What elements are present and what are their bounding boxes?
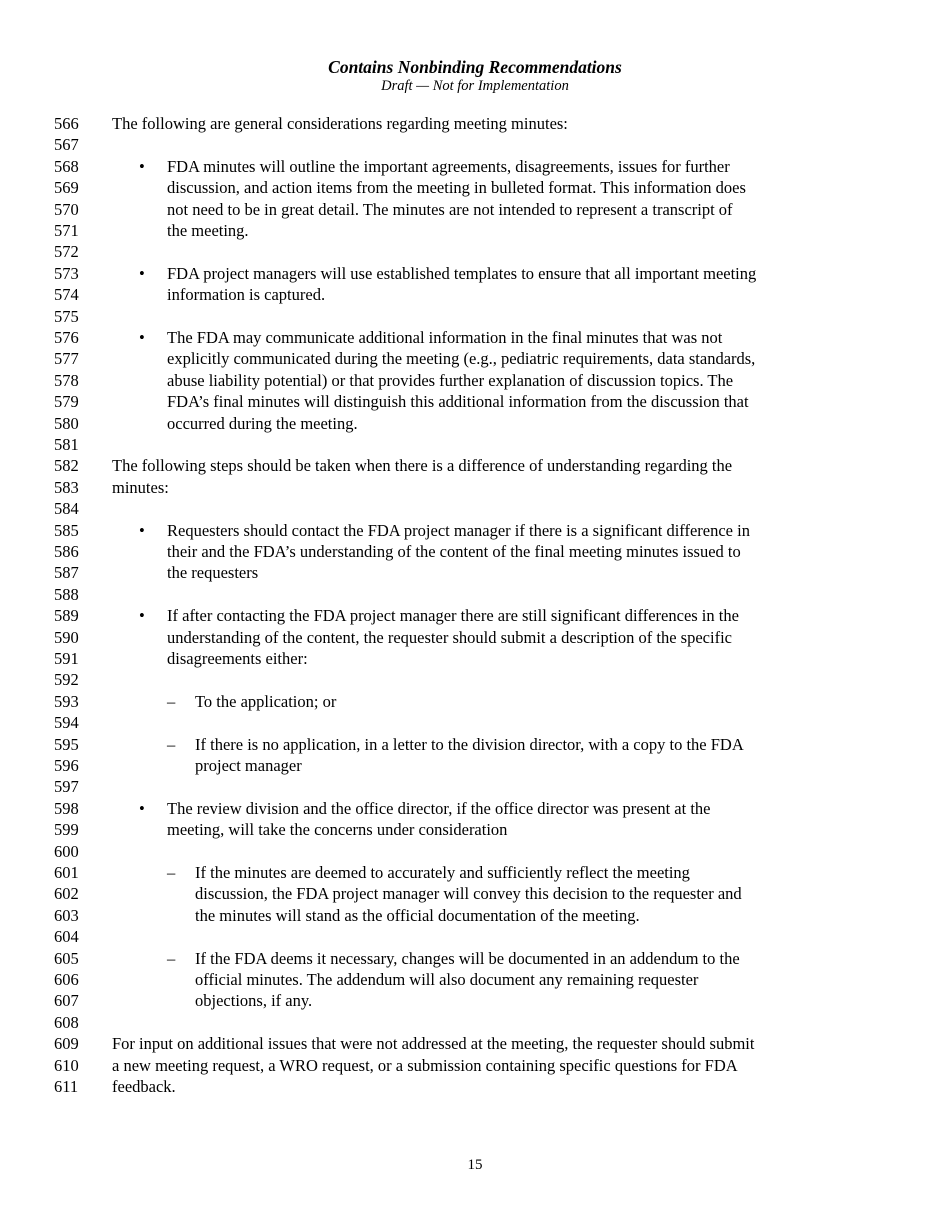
line-number: 574 bbox=[54, 285, 79, 305]
line-number: 581 bbox=[54, 435, 79, 454]
line-number: 608 bbox=[54, 1012, 79, 1032]
text-line: the requesters bbox=[167, 563, 259, 583]
bullet-marker: • bbox=[139, 520, 145, 540]
line-number: 568 bbox=[54, 156, 79, 176]
text-line: occurred during the meeting. bbox=[167, 413, 358, 433]
text-line: the minutes will stand as the official documentation of the meeting. bbox=[195, 905, 640, 925]
page-header-title: Contains Nonbinding Recommendations bbox=[328, 57, 622, 77]
dash-marker: – bbox=[167, 863, 176, 882]
line-number: 567 bbox=[54, 135, 79, 155]
line-number: 590 bbox=[54, 627, 79, 647]
page-header-subtitle: Draft — Not for Implementation bbox=[381, 78, 569, 94]
text-line: understanding of the content, the requester should submit a description of the specific bbox=[167, 627, 732, 647]
line-number: 582 bbox=[54, 456, 79, 476]
line-number: 600 bbox=[54, 841, 79, 861]
line-number: 602 bbox=[54, 884, 79, 904]
line-number: 609 bbox=[54, 1034, 79, 1054]
line-number: 572 bbox=[54, 242, 79, 262]
text-line: official minutes. The addendum will also document any remaining requester bbox=[195, 970, 699, 989]
text-line: objections, if any. bbox=[195, 991, 313, 1011]
line-number: 575 bbox=[54, 306, 79, 326]
line-number: 604 bbox=[54, 927, 79, 947]
line-number: 576 bbox=[54, 328, 79, 347]
text-line: minutes: bbox=[112, 477, 169, 497]
line-number: 578 bbox=[54, 370, 79, 390]
text-line: not need to be in great detail. The minutes are not intended to represent a transcript of bbox=[167, 199, 733, 219]
text-line: For input on additional issues that were not addressed at the meeting, the requester should submit bbox=[112, 1034, 755, 1054]
text-line: information is captured. bbox=[167, 285, 326, 305]
line-number: 599 bbox=[54, 820, 79, 840]
line-number: 611 bbox=[54, 1077, 79, 1096]
line-number: 598 bbox=[54, 798, 79, 818]
text-line: FDA project managers will use established templates to ensure that all important meeting bbox=[167, 263, 757, 283]
text-line: The following steps should be taken when there is a difference of understanding regarding the bbox=[112, 456, 733, 476]
line-number: 601 bbox=[54, 863, 79, 882]
text-line: disagreements either: bbox=[167, 649, 308, 668]
text-line: feedback. bbox=[112, 1077, 176, 1096]
line-number: 607 bbox=[54, 991, 79, 1011]
bullet-marker: • bbox=[139, 798, 145, 818]
line-number: 588 bbox=[54, 584, 79, 604]
text-line: their and the FDA’s understanding of the content of the final meeting minutes issued to bbox=[167, 542, 741, 561]
text-line: If after contacting the FDA project manager there are still significant differences in the bbox=[167, 606, 739, 626]
bullet-marker: • bbox=[139, 328, 145, 347]
page-number: 15 bbox=[467, 1157, 483, 1173]
bullet-marker: • bbox=[139, 156, 145, 176]
line-number: 596 bbox=[54, 756, 79, 775]
text-line: FDA’s final minutes will distinguish this additional information from the discussion that bbox=[167, 392, 749, 412]
line-number: 579 bbox=[54, 392, 79, 412]
text-line: meeting, will take the concerns under consideration bbox=[167, 820, 508, 840]
text-line: The review division and the office director, if the office director was present at the bbox=[167, 798, 711, 818]
text-line: If there is no application, in a letter to the division director, with a copy to the FDA bbox=[195, 734, 744, 754]
line-number: 603 bbox=[54, 905, 79, 925]
line-number: 606 bbox=[54, 970, 79, 989]
bullet-marker: • bbox=[139, 606, 145, 626]
line-number: 584 bbox=[54, 499, 79, 519]
text-line: Requesters should contact the FDA project manager if there is a significant difference in bbox=[167, 520, 750, 540]
text-line: the meeting. bbox=[167, 221, 249, 240]
text-line: The following are general considerations regarding meeting minutes: bbox=[112, 114, 568, 133]
line-number: 610 bbox=[54, 1055, 79, 1075]
line-number: 585 bbox=[54, 520, 79, 540]
text-line: explicitly communicated during the meeting (e.g., pediatric requirements, data standards, bbox=[167, 349, 756, 369]
line-number: 597 bbox=[54, 777, 79, 797]
line-number: 593 bbox=[54, 691, 79, 711]
text-line: project manager bbox=[195, 756, 302, 775]
line-number: 595 bbox=[54, 734, 79, 754]
dash-marker: – bbox=[167, 948, 176, 968]
line-number: 570 bbox=[54, 199, 79, 219]
line-number: 580 bbox=[54, 413, 79, 433]
text-line: FDA minutes will outline the important agreements, disagreements, issues for further bbox=[167, 156, 730, 176]
text-line: discussion, and action items from the meeting in bulleted format. This information does bbox=[167, 178, 746, 198]
text-line: If the minutes are deemed to accurately and sufficiently reflect the meeting bbox=[195, 863, 690, 882]
line-number: 605 bbox=[54, 948, 79, 968]
line-number: 592 bbox=[54, 670, 79, 690]
line-number: 591 bbox=[54, 649, 79, 668]
text-line: To the application; or bbox=[195, 691, 337, 711]
line-number: 586 bbox=[54, 542, 79, 561]
text-line: discussion, the FDA project manager will convey this decision to the requester and bbox=[195, 884, 742, 904]
text-line: If the FDA deems it necessary, changes will be documented in an addendum to the bbox=[195, 948, 740, 968]
line-number: 566 bbox=[54, 114, 79, 133]
line-number: 569 bbox=[54, 178, 79, 198]
line-number: 587 bbox=[54, 563, 79, 583]
dash-marker: – bbox=[167, 691, 176, 711]
line-number: 594 bbox=[54, 713, 79, 733]
line-number: 577 bbox=[54, 349, 79, 369]
line-number: 571 bbox=[54, 221, 79, 240]
line-number: 589 bbox=[54, 606, 79, 626]
bullet-marker: • bbox=[139, 263, 145, 283]
dash-marker: – bbox=[167, 734, 176, 754]
line-number: 573 bbox=[54, 263, 79, 283]
text-line: abuse liability potential) or that provides further explanation of discussion topics. The bbox=[167, 370, 734, 390]
text-line: a new meeting request, a WRO request, or a submission containing specific questions for FDA bbox=[112, 1055, 738, 1075]
line-number: 583 bbox=[54, 477, 79, 497]
text-line: The FDA may communicate additional information in the final minutes that was not bbox=[167, 328, 723, 347]
